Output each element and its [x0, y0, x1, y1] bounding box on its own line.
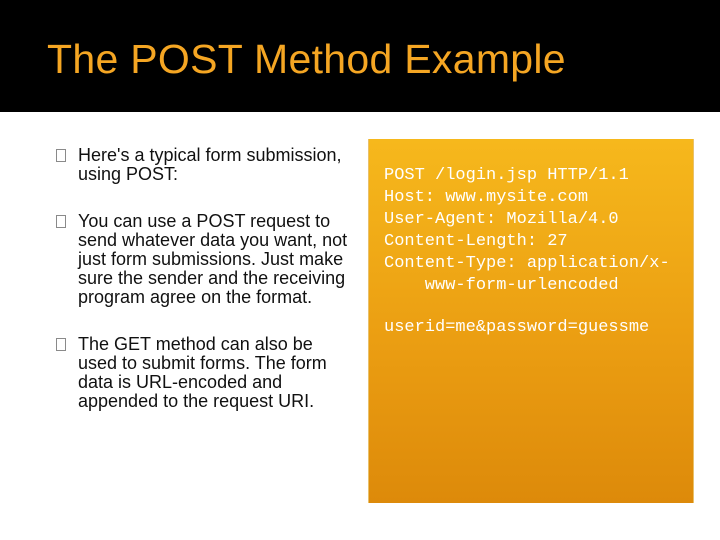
code-line-content-type: Content-Type: application/x-: [384, 254, 670, 273]
bullet-marker-icon: [56, 215, 66, 228]
code-line-content-length: Content-Length: 27: [384, 232, 568, 251]
bullet-item: [56, 212, 356, 307]
code-line-request: POST /login.jsp HTTP/1.1: [384, 166, 629, 185]
title-bar: [0, 0, 720, 112]
code-line-body: userid=me&password=guessme: [384, 318, 650, 337]
bullet-marker-icon: [56, 338, 66, 351]
http-request-code-box: [368, 139, 694, 503]
code-line-user-agent: User-Agent: Mozilla/4.0: [384, 210, 619, 229]
bullet-item: [56, 146, 356, 184]
bullet-item: [56, 335, 356, 411]
bullet-list: [56, 146, 356, 411]
code-line-host: Host: www.mysite.com: [384, 188, 589, 207]
code-line-content-type-cont: www-form-urlencoded: [384, 276, 619, 295]
bullet-marker-icon: [56, 149, 66, 162]
slide-title: The POST Method Example: [47, 36, 566, 82]
bullet-text: The GET method can also be used to submit forms. The form data is URL-encoded and appended to the request URI.: [78, 334, 327, 411]
bullet-text: You can use a POST request to send whatever data you want, not just form submissions. Just make sure the sender and the receiving program agree on the format.: [78, 211, 348, 307]
bullet-text: Here's a typical form submission, using POST:: [78, 145, 342, 184]
